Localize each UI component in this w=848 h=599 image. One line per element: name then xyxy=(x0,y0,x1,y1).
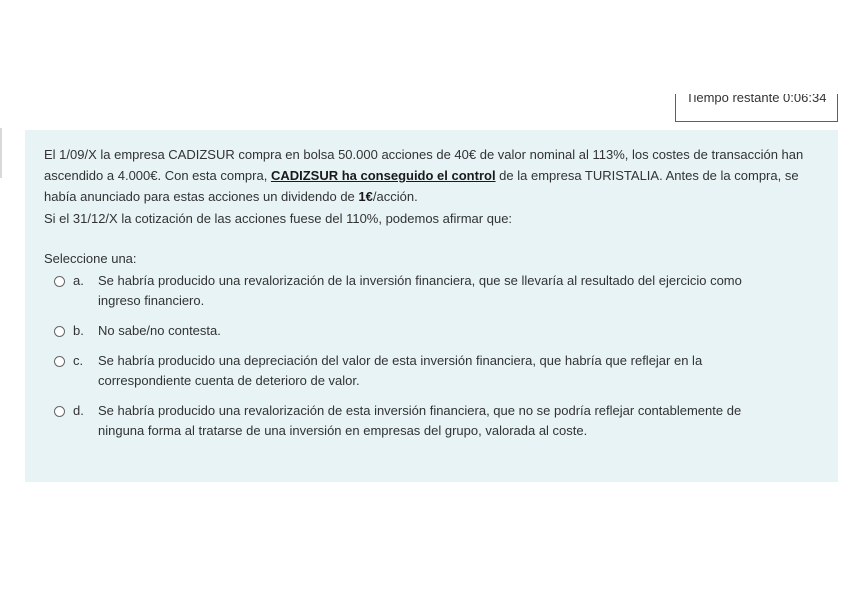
answer-list xyxy=(44,271,820,441)
answer-letter: a. xyxy=(73,273,84,288)
radio-button-b[interactable] xyxy=(54,326,65,337)
answer-option-b[interactable] xyxy=(44,321,820,341)
dividend-value: 1€ xyxy=(358,189,373,204)
radio-button-c[interactable] xyxy=(54,356,65,367)
question-text xyxy=(44,144,820,207)
radio-button-a[interactable] xyxy=(54,276,65,287)
question-part2: de la empresa TURISTALIA. Antes de la compra, se había anunciado para estas acciones un dividendo de xyxy=(44,168,799,204)
answer-letter: d. xyxy=(73,403,84,418)
control-highlight: CADIZSUR ha conseguido el control xyxy=(270,168,496,183)
answer-letter: b. xyxy=(73,323,84,338)
answer-letter: c. xyxy=(73,353,84,368)
timer-box xyxy=(675,94,838,122)
answer-option-c[interactable] xyxy=(44,351,820,391)
answer-text[interactable]: Se habría producido una revalorización de la inversión financiera, que se llevaría al resultado del ejercicio como ingreso financiero. xyxy=(98,273,742,308)
answer-option-d[interactable] xyxy=(44,401,820,441)
timer-text: Tiempo restante 0:06:34 xyxy=(686,94,827,105)
question-part3: /acción. xyxy=(372,189,418,204)
answer-text[interactable]: Se habría producido una depreciación del valor de esta inversión financiera, que habría que reflejar en la correspondiente cuenta de deterioro de valor. xyxy=(98,353,703,388)
question-part1: El 1/09/X la empresa CADIZSUR compra en bolsa 50.000 acciones de 40€ de valor nominal al 113%, los costes de transacción han ascendido a 4.000€. Con esta compra, xyxy=(44,147,804,183)
answer-text[interactable]: Se habría producido una revalorización de esta inversión financiera, que no se podría reflejar contablemente de ninguna forma al tratarse de una inversión en empresas del grupo, valorada al coste. xyxy=(98,403,742,438)
side-marker xyxy=(0,128,2,178)
radio-button-d[interactable] xyxy=(54,406,65,417)
answer-text[interactable]: No sabe/no contesta. xyxy=(98,323,221,338)
answer-prompt: Seleccione una: xyxy=(44,251,137,266)
question-line2: Si el 31/12/X la cotización de las acciones fuese del 110%, podemos afirmar que: xyxy=(44,211,513,226)
answer-option-a[interactable] xyxy=(44,271,820,311)
question-box xyxy=(25,130,838,482)
